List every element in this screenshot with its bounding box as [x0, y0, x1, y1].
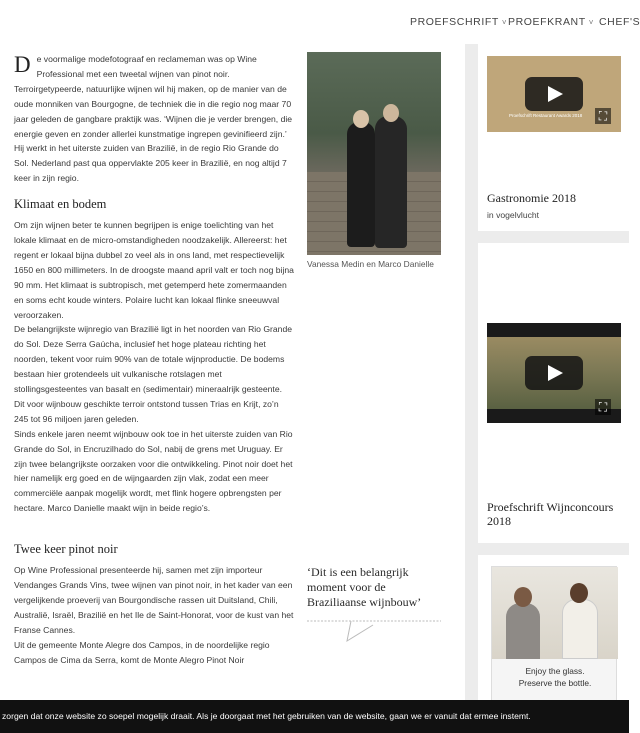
fullscreen-icon[interactable]: ⛶ — [595, 399, 611, 415]
card-title-gastronomie[interactable]: Gastronomie 2018 — [487, 191, 576, 205]
video-player-gastronomie[interactable] — [487, 56, 621, 132]
paragraph-klimaat-1: Om zijn wijnen beter te kunnen begrijpen is enige toelichting van het lokale klimaat en de micro-omstandigheden noodzakelijk. Allereerst: het regent er lokaal bijna dubbel zo veel als in ons land, met respectievelijk 1650 en 800 millimeters. In de droogste maand april valt er toch nog bijna 90 mm. Het klimaat is subtropisch, met getemperd hete zomermaanden en soms echt koude winters. Polaire lucht kan lokaal flinke sneeuwval veroorzaken. — [14, 220, 294, 320]
top-navigation — [0, 0, 640, 44]
card-subtitle: in vogelvlucht — [487, 210, 540, 220]
nav-item-label: PROEFKRANT — [508, 16, 586, 28]
article-body — [14, 52, 294, 667]
nav-item-chefs[interactable] — [599, 16, 640, 28]
video-player-wijnconcours[interactable] — [487, 323, 621, 423]
chevron-down-icon: ˅ — [501, 18, 508, 27]
nav-item-proefkrant[interactable] — [508, 16, 594, 28]
cookie-notice: zorgen dat onze website zo soepel mogelijk draait. Als je doorgaat met het gebruiken van de website, gaan we er vanuit dat ermee instemt. — [0, 700, 629, 733]
photo-person — [347, 122, 375, 247]
intro-text: e voormalige modefotograaf en reclameman was op Wine Professional met een tweetal wijnen van pinot noir. Terroirgetypeerde, natuurlijke wijnen wil hij maken, op de manier van de oude monniken van Bourgogne, de techniek die in die regio nog maar 70 jaar geleden de gangbare praktijk was. ‘Wijnen die je verder brengen, die energie geven en zonder allerlei kunstmatige ingrepen gevinifieerd zijn.’ Hij werkt in het uiterste zuiden van Brazilië, in de regio Rio Grande do Sol. Nederland past qua oppervlakte 205 keer in Brazilië, en nog altijd 7 keer in zijn regio. — [14, 54, 293, 184]
ad-head — [570, 583, 588, 603]
article-photo — [307, 52, 441, 255]
paragraph-klimaat-3: Sinds enkele jaren neemt wijnbouw ook toe in het uiterste zuiden van Rio Grande do Sol, in Encruzilhado do Sol, nabij de grens met Uruguay. Er zijn twee belangrijkste oorzaken voor die ontwikkeling. Pinot noir doet het hier namelijk erg goed en de wijngaarden zijn vlak, zodat een meer commerciële aanpak mogelijk wordt, met flink hogere opbrengsten per hectare. Marco Danielle maakt wijn in beide regio’s. — [14, 428, 293, 514]
nav-item-label: PROEFSCHRIFT — [410, 16, 499, 28]
speech-bubble-icon — [307, 617, 441, 643]
photo-caption: Vanessa Medin en Marco Danielle — [307, 259, 434, 269]
photo-person — [375, 116, 407, 248]
paragraph-pinot-2: Uit de gemeente Monte Alegre dos Campos, in de noordelijke regio Campos de Cima da Serra, komt de Monte Alegro Pinot Noir — [14, 639, 270, 665]
intro-paragraph — [14, 52, 294, 186]
advertisement[interactable] — [491, 566, 617, 704]
card-title-wijnconcours[interactable]: Proefschrift Wijnconcours 2018 — [487, 500, 614, 528]
play-icon[interactable] — [525, 356, 583, 390]
ad-person — [562, 599, 598, 659]
heading-pinot: Twee keer pinot noir — [14, 542, 118, 557]
pull-quote: ‘Dit is een belangrijk moment voor de Braziliaanse wijnbouw’ — [307, 565, 422, 609]
photo-head — [353, 110, 369, 128]
play-icon[interactable] — [525, 77, 583, 111]
photo-head — [383, 104, 399, 122]
nav-item-label: CHEF'S — [599, 16, 640, 28]
heading-klimaat: Klimaat en bodem — [14, 197, 107, 212]
ad-text: Enjoy the glass. Preserve the bottle. — [518, 666, 592, 688]
ad-head — [514, 587, 532, 607]
video-label: Proefschrift Restaurant Awards 2018 — [509, 113, 583, 118]
paragraph-klimaat-2: De belangrijkste wijnregio van Brazilië ligt in het noorden van Rio Grande do Sol. Deze Serra Gaúcha, inclusief het hoge plateau richting het noorden, tekent voor ruim 90% van de totale wijnproductie. De bodems bestaan hier grotendeels uit vulkanische rotslagen met stollingsgesteentes van basalt en (sedimentair) mineraalrijk gesteente. Dit voor wijnbouw geschikte terroir ontstond tussen Trias en Krijt, zo’n 245 tot 96 miljoen jaren geleden. — [14, 324, 293, 424]
ad-person — [506, 603, 540, 659]
drop-cap: D — [14, 52, 31, 77]
paragraph-pinot-1: Op Wine Professional presenteerde hij, samen met zijn importeur Vendanges Grands Vins, twee wijnen van pinot noir, in het kader van een vergelijkende proeverij van Bourgondische rassen uit Duitsland, Chili, Australië, Israël, Brazilië en het Ile de Saint-Honorat, voor de kust van het Franse Cannes. — [14, 565, 294, 635]
nav-item-proefschrift[interactable] — [410, 16, 507, 28]
fullscreen-icon[interactable]: ⛶ — [595, 108, 611, 124]
chevron-down-icon: ˅ — [588, 18, 595, 27]
